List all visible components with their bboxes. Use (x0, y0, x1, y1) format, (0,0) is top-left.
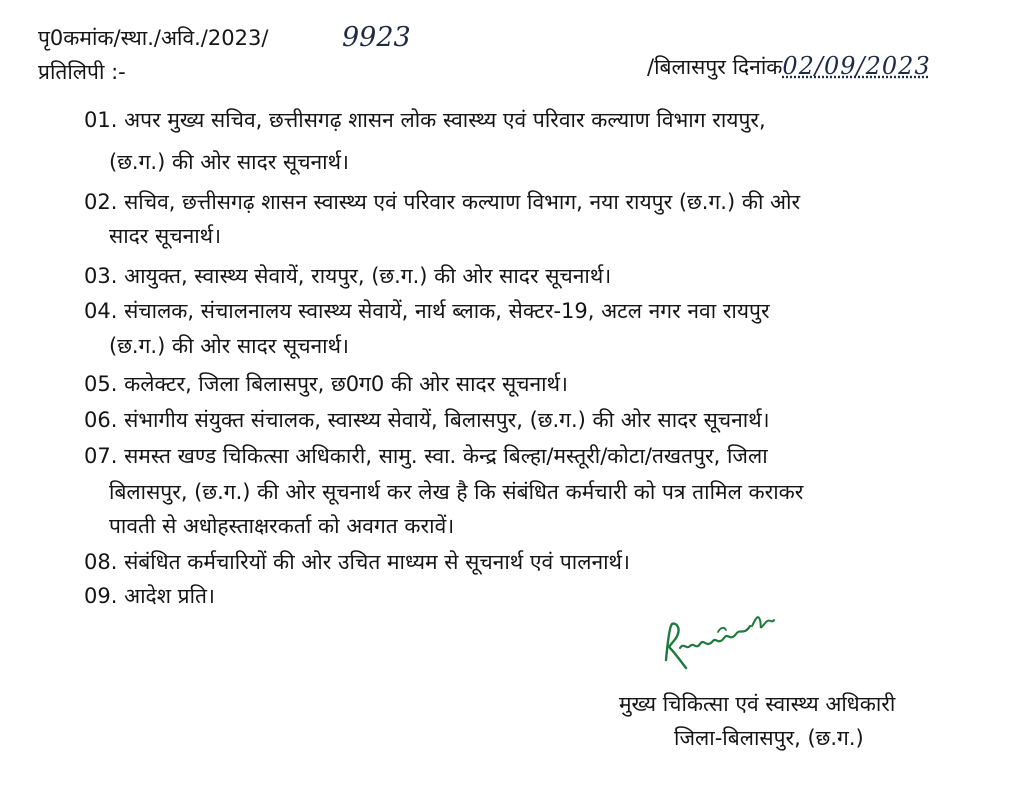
copy-label: प्रतिलिपी :- (38, 60, 126, 84)
item-text-continued: पावती से अधोहस्ताक्षरकर्ता को अवगत करावें। (109, 514, 455, 538)
item-text: आयुक्त, स्वास्थ्य सेवायें, रायपुर, (छ.ग.) की ओर सादर सूचनार्थ। (124, 264, 612, 288)
recipient-item-02 (84, 188, 800, 216)
place-date-line (647, 52, 931, 81)
recipient-item-03 (84, 262, 611, 290)
recipient-item-01 (84, 106, 766, 134)
signatory-district: जिला-बिलासपुर, (छ.ग.) (674, 726, 864, 750)
reference-line (38, 24, 268, 52)
place-date-label: /बिलासपुर दिनांक (647, 55, 783, 79)
item-text: अपर मुख्य सचिव, छत्तीसगढ़ शासन लोक स्वास्थ्य एवं परिवार कल्याण विभाग रायपुर, (124, 108, 766, 132)
signature-image (658, 608, 778, 678)
reference-label: पृ0कमांक/स्था./अवि./2023/ (38, 26, 269, 50)
recipient-item-05 (84, 370, 568, 398)
item-text-continued: (छ.ग.) की ओर सादर सूचनार्थ। (109, 150, 349, 174)
recipient-item-04 (84, 297, 770, 325)
date-value: 02/09/2023 (782, 52, 931, 80)
item-number: 09. (84, 584, 118, 608)
reference-number: 9923 (342, 22, 411, 53)
item-text-continued: सादर सूचनार्थ। (109, 224, 222, 248)
item-number: 05. (84, 372, 118, 396)
item-number: 01. (84, 108, 118, 132)
signatory-designation: मुख्य चिकित्सा एवं स्वास्थ्य अधिकारी (619, 692, 896, 716)
item-number: 03. (84, 264, 118, 288)
item-text-continued: (छ.ग.) की ओर सादर सूचनार्थ। (109, 334, 349, 358)
recipient-item-08 (84, 548, 630, 576)
item-number: 02. (84, 190, 118, 214)
item-text-continued: बिलासपुर, (छ.ग.) की ओर सूचनार्थ कर लेख है कि संबंधित कर्मचारी को पत्र तामिल कराकर (109, 480, 804, 504)
item-number: 06. (84, 408, 118, 432)
item-text: संचालक, संचालनालय स्वास्थ्य सेवायें, नार्थ ब्लाक, सेक्टर-19, अटल नगर नवा रायपुर (124, 299, 770, 323)
item-number: 08. (84, 550, 118, 574)
recipient-item-07 (84, 442, 768, 470)
recipient-item-06 (84, 406, 770, 434)
item-number: 07. (84, 444, 118, 468)
item-text: संबंधित कर्मचारियों की ओर उचित माध्यम से सूचनार्थ एवं पालनार्थ। (124, 550, 630, 574)
item-text: समस्त खण्ड चिकित्सा अधिकारी, सामु. स्वा. केन्द्र बिल्हा/मस्तूरी/कोटा/तखतपुर, जिला (124, 444, 768, 468)
recipient-item-09 (84, 582, 215, 610)
item-text: सचिव, छत्तीसगढ़ शासन स्वास्थ्य एवं परिवार कल्याण विभाग, नया रायपुर (छ.ग.) की ओर (124, 190, 801, 214)
item-text: कलेक्टर, जिला बिलासपुर, छ0ग0 की ओर सादर सूचनार्थ। (124, 372, 568, 396)
item-text: आदेश प्रति। (124, 584, 215, 608)
item-text: संभागीय संयुक्त संचालक, स्वास्थ्य सेवायें, बिलासपुर, (छ.ग.) की ओर सादर सूचनार्थ। (124, 408, 770, 432)
item-number: 04. (84, 299, 118, 323)
